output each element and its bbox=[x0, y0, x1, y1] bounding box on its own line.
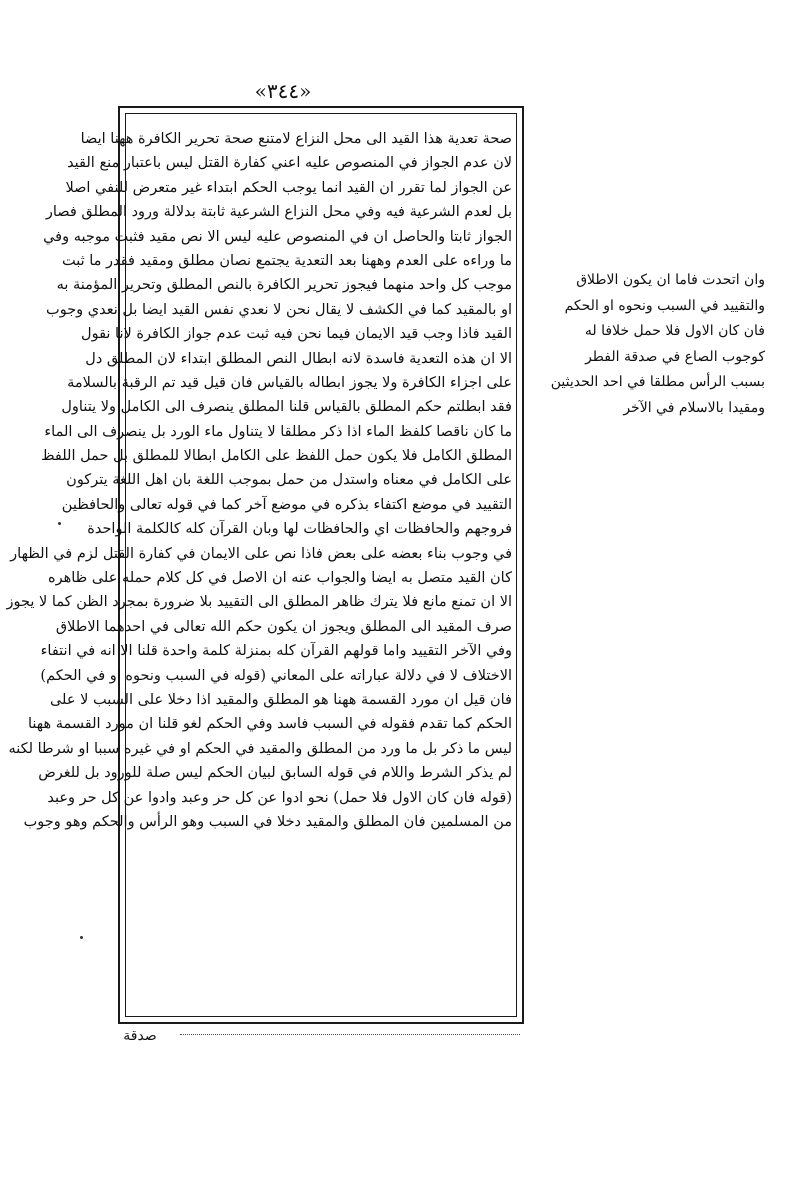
main-text-line: فقد ابطلتم حكم المطلق بالقياس قلنا المطلق ينصرف الى الكامل ولا يتناول bbox=[61, 399, 512, 416]
main-text-line: الا ان هذه التعدية فاسدة لانه ابطال النص المطلق ابتداء لان المطلق دل bbox=[85, 350, 512, 367]
main-text-line: على الكامل في معناه واستدل من حمل بموجب اللغة بان اهل اللغة يتركون bbox=[66, 472, 512, 489]
ink-speck bbox=[80, 936, 83, 939]
main-text-line: ليس ما ذكر بل ما ورد من المطلق والمقيد في الحكم او في غيره سببا او شرطا لكنه bbox=[8, 740, 512, 757]
main-text-line: التقييد في موضع اكتفاء بذكره في موضع آخر كما في قوله تعالى والحافظين bbox=[61, 496, 512, 513]
main-text-line: صرف المقيد الى المطلق ويجوز ان يكون حكم الله تعالى في احدهما الاطلاق bbox=[55, 618, 512, 635]
main-text-line: كان القيد متصل به ايضا والجواب عنه ان الاصل في كل كلام حمله على ظاهره bbox=[48, 570, 512, 587]
margin-note-line: وان اتحدت فاما ان يكون الاطلاق bbox=[576, 272, 765, 288]
main-text-line: ما كان ناقصا كلفظ الماء اذا ذكر مطلقا لا يتناول ماء الورد بل ينصرف الى الماء bbox=[44, 423, 512, 440]
main-text-line: وفي الآخر التقييد واما قولهم القرآن كله بمنزلة كلمة واحدة قلنا الا انه في انتفاء bbox=[40, 643, 512, 660]
main-text-line: او بالمقيد كما في الكشف لا يقال نحن لا نعدي نفس القيد ايضا بل نعدي وجوب bbox=[46, 301, 512, 318]
main-text-line: فروجهم والحافظات اي والحافظات لها وبان القرآن كله كالكلمة الواحدة bbox=[87, 521, 512, 538]
page-number: «٣٤٤» bbox=[254, 79, 312, 103]
margin-note-line: ومقيدا بالاسلام في الآخر bbox=[623, 399, 765, 416]
main-text-line: بل لعدم الشرعية فيه وفي محل النزاع الشرعية ثابتة بدلالة ورود المطلق فصار bbox=[45, 204, 512, 221]
main-text-line: القيد فاذا وجب قيد الايمان فيما نحن فيه ثبت عدم جواز الكافرة لانا نقول bbox=[81, 326, 512, 343]
bottom-rule bbox=[180, 1034, 520, 1043]
main-text-line: فان قيل ان مورد القسمة ههنا هو المطلق والمقيد اذا دخلا على السبب لا على bbox=[49, 691, 512, 708]
main-text-line: الحكم كما تقدم فقوله في السبب فاسد وفي الحكم لغو قلنا ان مورد القسمة ههنا bbox=[27, 716, 512, 733]
main-text-line: صحة تعدية هذا القيد الى محل النزاع لامتنع صحة تحرير الكافرة ههنا ايضا bbox=[80, 131, 512, 147]
margin-note-line: والتقييد في السبب ونحوه او الحكم bbox=[564, 297, 765, 314]
catchword: صدقة bbox=[123, 1028, 157, 1044]
main-text-line: (قوله فان كان الاول فلا حمل) نحو ادوا عن كل حر وعبد وادوا عن كل حر وعبد bbox=[47, 789, 512, 806]
main-text-line: عن الجواز لما تقرر ان القيد انما يوجب الحكم ابتداء غير متعرض للنفي اصلا bbox=[65, 179, 512, 196]
main-text-line: في وجوب بناء بعضه على بعض فاذا نص على الايمان في كفارة القتل لزم في الظهار bbox=[10, 545, 512, 562]
main-text-line: على اجزاء الكافرة ولا يجوز ابطاله بالقياس فان قيل قيد تم الرقبة بالسلامة bbox=[67, 374, 512, 391]
main-text-line: الا ان تمنع مانع فلا يترك ظاهر المطلق الى التقييد بلا ضرورة بمجرد الظن كما لا يجوز bbox=[6, 594, 512, 611]
margin-note bbox=[530, 268, 765, 421]
main-text-line: ما وراءه على العدم وههنا بعد التعدية يجتمع نصان مطلق ومقيد فقدر ما ثبت bbox=[61, 252, 512, 269]
main-text-line: لان عدم الجواز في المنصوص عليه اعني كفارة القتل ليس باعتبار منع القيد bbox=[67, 155, 512, 172]
main-text-line: الاختلاف لا في دلالة عباراته على المعاني (قوله في السبب ونحوه او في الحكم) bbox=[40, 667, 512, 684]
main-text-line: المطلق الكامل فلا يكون حمل اللفظ على الكامل ابطالا للمطلق بل حمل اللفظ bbox=[41, 448, 512, 465]
main-text-line: من المسلمين فان المطلق والمقيد دخلا في السبب وهو الرأس والحكم وهو وجوب bbox=[23, 813, 512, 830]
margin-note-line: بسبب الرأس مطلقا في احد الحديثين bbox=[550, 374, 765, 390]
margin-note-line: فان كان الاول فلا حمل خلافا له bbox=[584, 323, 765, 339]
main-text-line: موجب كل واحد منهما فيجوز تحرير الكافرة بالنص المطلق وتحرير المؤمنة به bbox=[56, 277, 512, 294]
main-text-line: الجواز ثابتا والحاصل ان في المنصوص عليه ليس الا نص مقيد فثبت موجبه وفي bbox=[43, 228, 512, 245]
main-text-block bbox=[6, 127, 512, 1007]
ink-speck bbox=[58, 522, 61, 525]
main-text-line: لم يذكر الشرط واللام في قوله السابق لبيان الحكم ليس صلة للورود بل للغرض bbox=[38, 765, 512, 782]
margin-note-line: كوجوب الصاع في صدقة الفطر bbox=[585, 348, 765, 365]
